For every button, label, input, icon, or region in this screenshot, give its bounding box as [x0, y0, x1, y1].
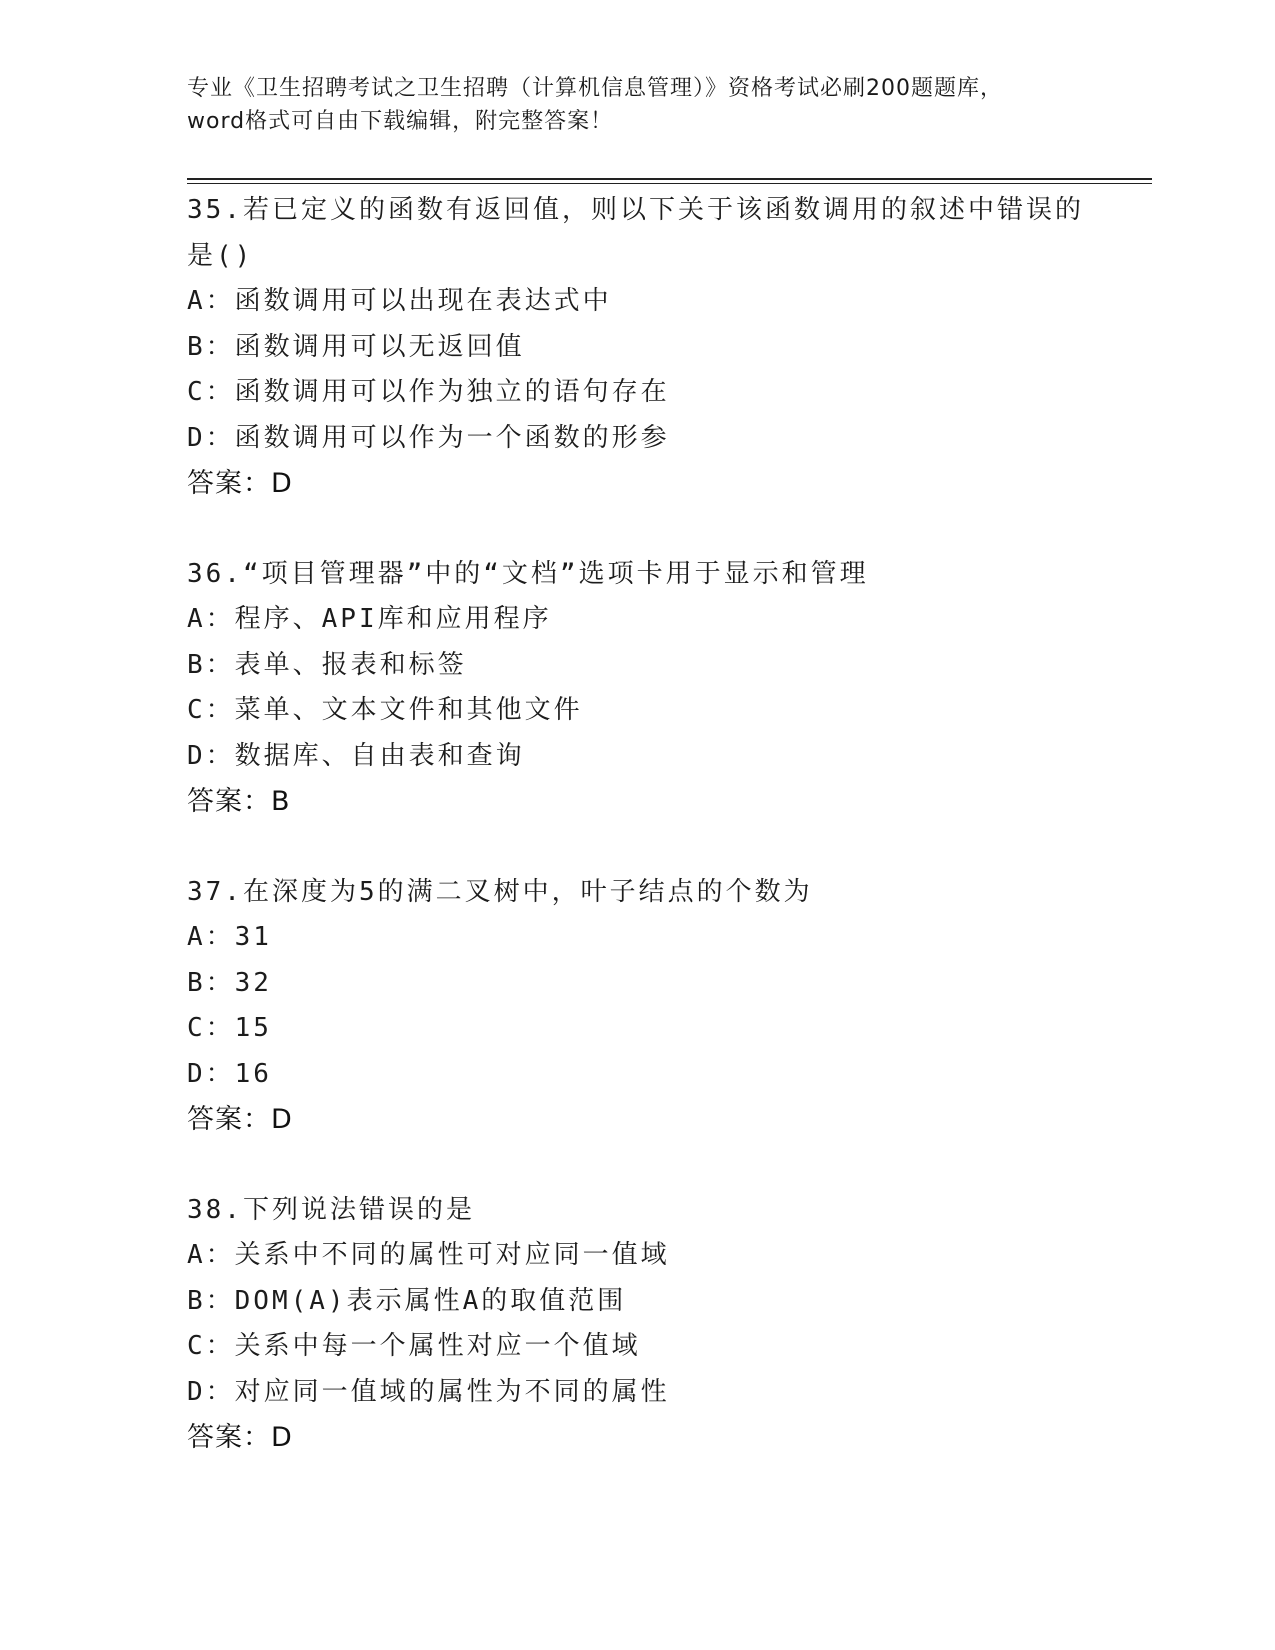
option-b: B：32: [187, 967, 272, 998]
answer-label: 答案：B: [187, 786, 291, 817]
answer-label: 答案：D: [187, 1104, 293, 1135]
question-stem-continued: 是(): [187, 240, 254, 271]
option-b: B：DOM(A)表示属性A的取值范围: [187, 1285, 627, 1316]
option-d: D：对应同一值域的属性为不同的属性: [187, 1376, 670, 1407]
option-d: D：函数调用可以作为一个函数的形参: [187, 422, 670, 453]
option-a: A：31: [187, 922, 272, 952]
option-a: A：关系中不同的属性可对应同一值域: [187, 1240, 670, 1270]
option-a: A：函数调用可以出现在表达式中: [187, 286, 612, 316]
option-a: A：程序、API库和应用程序: [187, 604, 552, 634]
option-c: C：函数调用可以作为独立的语句存在: [187, 377, 670, 407]
question-list: [187, 188, 1147, 1506]
question-stem: 36.“项目管理器”中的“文档”选项卡用于显示和管理: [187, 558, 869, 589]
answer-label: 答案：D: [187, 468, 293, 499]
option-b: B：函数调用可以无返回值: [187, 331, 525, 362]
question-stem: 37.在深度为5的满二叉树中，叶子结点的个数为: [187, 876, 813, 907]
header-line-1: 专业《卫生招聘考试之卫生招聘（计算机信息管理）》资格考试必刷200题题库，: [187, 76, 1003, 101]
question-stem: 38.下列说法错误的是: [187, 1194, 475, 1225]
header-line-2: word格式可自由下载编辑，附完整答案！: [187, 109, 614, 134]
question-38: [187, 1188, 1147, 1461]
question-36: [187, 552, 1147, 825]
option-d: D：16: [187, 1058, 272, 1089]
option-c: C：15: [187, 1013, 272, 1043]
header-divider-thin: [187, 183, 1152, 184]
option-d: D：数据库、自由表和查询: [187, 740, 525, 771]
question-37: [187, 870, 1147, 1143]
question-35: [187, 188, 1147, 507]
answer-label: 答案：D: [187, 1422, 293, 1453]
option-c: C：关系中每一个属性对应一个值域: [187, 1331, 641, 1361]
option-b: B：表单、报表和标签: [187, 649, 467, 680]
option-c: C：菜单、文本文件和其他文件: [187, 695, 583, 725]
document-header: [187, 72, 1087, 138]
header-divider-thick: [187, 178, 1152, 180]
question-stem: 35.若已定义的函数有返回值，则以下关于该函数调用的叙述中错误的: [187, 195, 1084, 225]
